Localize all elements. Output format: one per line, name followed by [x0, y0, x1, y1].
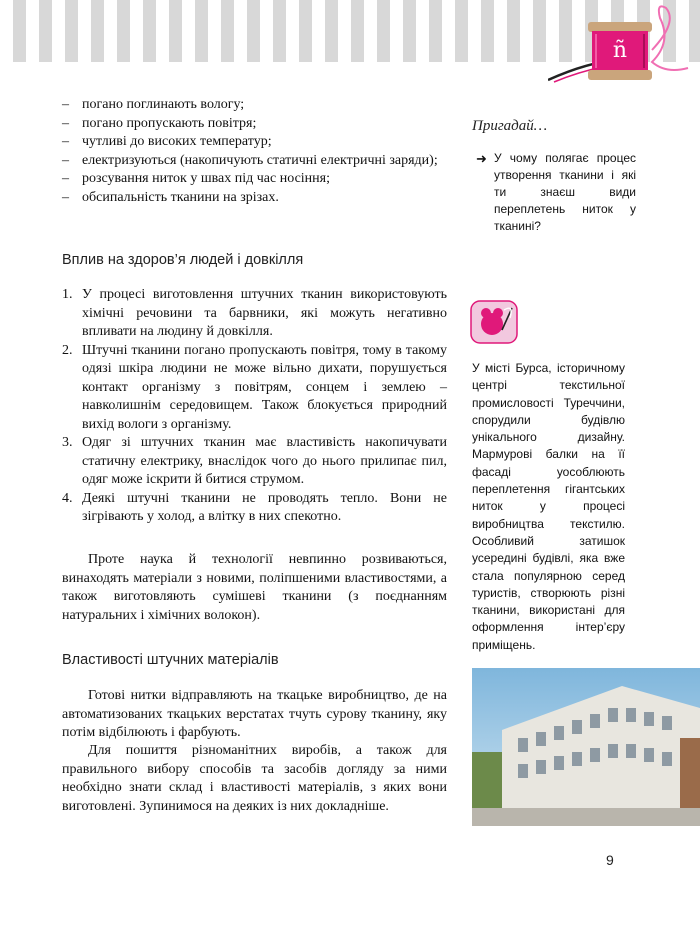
paragraph-weaving: Готові нитки відправляють на ткацьке виробництво, де на автоматизованих ткацьких верстатах тчуть сурову тканину, яку потім відбілюють і фарбують.: [62, 688, 447, 740]
section-heading-health: Вплив на здоров’я людей і довкілля: [62, 252, 304, 268]
item-number: 4.: [62, 490, 73, 506]
list-item: – розсування ниток у швах під час носіння;: [62, 170, 447, 189]
recall-question: У чому полягає процес утворення тканини і які ти знаєш види переплетень ниток у тканині?: [494, 151, 636, 233]
recall-box: [476, 150, 636, 235]
item-number: 1.: [62, 287, 73, 302]
list-item: [62, 342, 447, 435]
item-number: 3.: [62, 435, 73, 450]
sewing-figure-icon: [470, 300, 518, 344]
drawbacks-list: [62, 96, 447, 207]
bursa-building-photo: [472, 668, 700, 826]
item-number: 2.: [62, 342, 73, 358]
list-item: – погано поглинають вологу;: [62, 96, 447, 115]
paragraph-science: Проте наука й технології невпинно розвиваються, винаходять матеріали з новими, поліпшеними властивостями, а також виготовляють сумішеві тканини (з поєднанням натуральних і хімічних волокон).: [62, 552, 447, 623]
item-text: Деякі штучні тканини не проводять тепло. Вони не зігрівають у холод, а влітку в них спекотно.: [82, 490, 447, 524]
spool-letter: ñ: [612, 38, 628, 63]
arrow-right-icon: ➜: [476, 151, 487, 166]
list-item: [62, 286, 447, 342]
item-text: Одяг зі штучних тканин має властивість накопичувати статичну електрику, внаслідок чого до нього прилипає пил, одяг може іскрити й битися струмом.: [82, 435, 447, 487]
paragraph-care: Для пошиття різноманітних виробів, а також для правильного вибору способів та засобів догляду за ними необхідно знати склад і властивості матеріалів, з яких вони виготовлені. Зупинимося на деяких із них докладніше.: [62, 743, 447, 814]
list-item: – електризуються (накопичують статичні електричні заряди);: [62, 152, 447, 171]
item-text: У процесі виготовлення штучних тканин використовують хімічні речовини та барвники, які можуть негативно впливати на людину й довкілля.: [82, 287, 447, 339]
list-item: – погано пропускають повітря;: [62, 115, 447, 134]
list-item: [62, 434, 447, 490]
thread-spool-icon: [548, 2, 698, 94]
page-number: 9: [606, 852, 614, 868]
list-item: [62, 490, 447, 527]
bursa-fact-text: У місті Бурса, історичному центрі текстильної промисловості Туреччини, спорудили будівлю унікального дизайну. Мармурові балки на її фасаді уособлюють переплетення гігантських ниток у процесі виробництва текстилю. Особливий затишок усередині будівлі, яка вже стала популярною серед туристів, створюють різні тканини, використані для оформлення інтер’єру приміщень.: [472, 361, 625, 652]
list-item: – обсипальність тканини на зрізах.: [62, 189, 447, 208]
item-text: Штучні тканини погано пропускають повітря, тому в такому одязі шкіра людини не може вільно дихати, порушується контакт організму з повітрям, сонцем і землею – навколишнім середовищем. Також блокується природний вихід вологи з організму.: [82, 342, 447, 432]
section-heading-properties: Властивості штучних матеріалів: [62, 652, 279, 668]
list-item: – чутливі до високих температур;: [62, 133, 447, 152]
recall-title: Пригадай…: [472, 118, 548, 134]
health-effects-list: [62, 286, 447, 527]
